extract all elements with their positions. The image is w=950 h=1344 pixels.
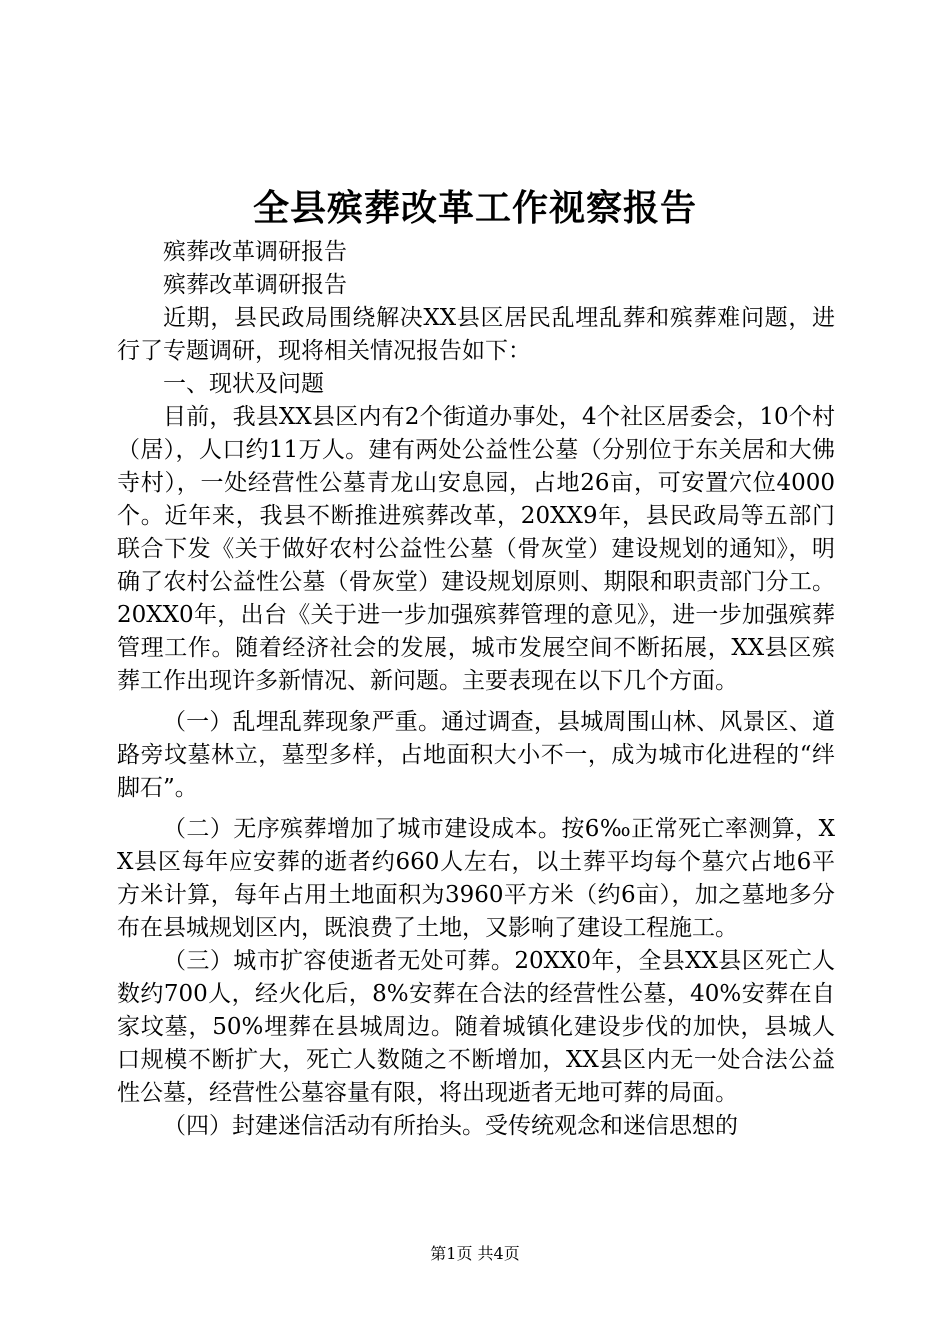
section-heading-status: 一、现状及问题 <box>163 371 324 397</box>
paragraph-issue-1: （一）乱埋乱葬现象严重。通过调查，县城周围山林、风景区、道路旁坟墓林立，墓型多样，占地面积大小不一，成为城市化进程的“绊脚石”。 <box>117 709 835 801</box>
page-footer: 第1页 共4页 <box>430 1244 520 1263</box>
paragraph-issue-3: （三）城市扩容使逝者无处可葬。20XX0年，全县XX县区死亡人数约700人，经火化后，8%安葬在合法的经营性公墓，40%安葬在自家坟墓，50%埋葬在县城周边。随着城镇化建设步伐的加快，县城人口规模不断扩大，死亡人数随之不断增加，XX县区内无一处合法公益性公墓，经营性公墓容量有限，将出现逝者无地可葬的局面。 <box>117 948 835 1106</box>
paragraph-subtitle-2: 殡葬改革调研报告 <box>163 272 347 298</box>
document-title: 全县殡葬改革工作视察报告 <box>252 187 697 229</box>
paragraph-subtitle-1: 殡葬改革调研报告 <box>163 239 347 265</box>
paragraph-issue-4: （四）封建迷信活动有所抬头。受传统观念和迷信思想的 <box>163 1113 738 1139</box>
document-body <box>117 236 835 1143</box>
paragraph-intro: 近期，县民政局围绕解决XX县区居民乱埋乱葬和殡葬难问题，进行了专题调研，现将相关情况报告如下： <box>117 305 835 364</box>
paragraph-issue-2: （二）无序殡葬增加了城市建设成本。按6‰正常死亡率测算，XX县区每年应安葬的逝者约660人左右，以土葬平均每个墓穴占地6平方米计算，每年占用土地面积为3960平方米（约6亩），加之墓地多分布在县城规划区内，既浪费了土地，又影响了建设工程施工。 <box>117 816 835 941</box>
paragraph-status: 目前，我县XX县区内有2个街道办事处，4个社区居委会，10个村（居），人口约11万人。建有两处公益性公墓（分别位于东关居和大佛寺村），一处经营性公墓青龙山安息园，占地26亩，可安置穴位4000个。近年来，我县不断推进殡葬改革，20XX9年，县民政局等五部门联合下发《关于做好农村公益性公墓（骨灰堂）建设规划的通知》，明确了农村公益性公墓（骨灰堂）建设规划原则、期限和职责部门分工。20XX0年，出台《关于进一步加强殡葬管理的意见》，进一步加强殡葬管理工作。随着经济社会的发展，城市发展空间不断拓展，XX县区殡葬工作出现许多新情况、新问题。主要表现在以下几个方面。 <box>117 404 835 694</box>
